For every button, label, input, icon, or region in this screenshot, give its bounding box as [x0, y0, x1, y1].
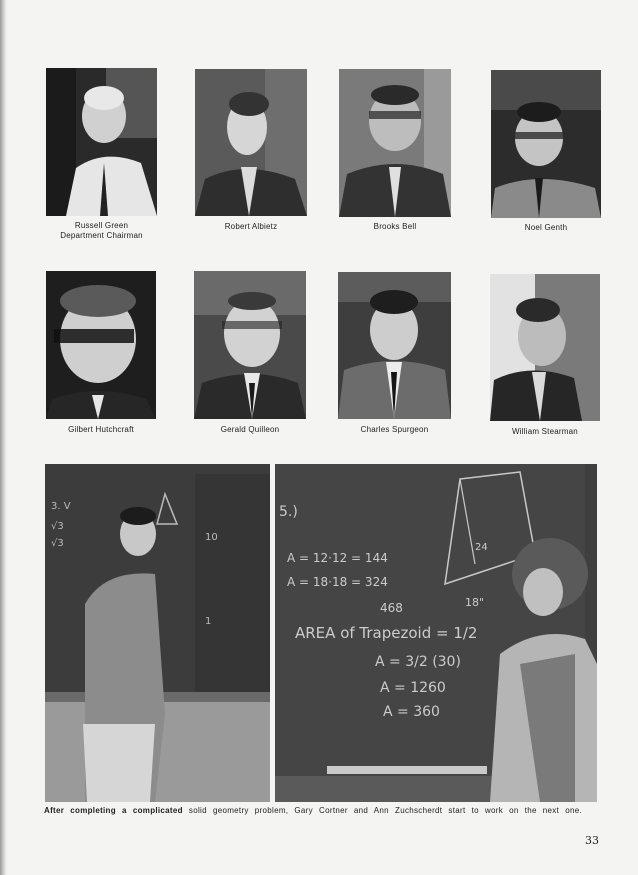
chalkboard-student-icon: [45, 464, 270, 802]
portrait-photo-1: [46, 68, 157, 216]
portrait-caption-6: [194, 425, 306, 435]
portrait-photo-icon: [490, 274, 600, 421]
portrait-photo-icon: [46, 68, 157, 216]
caption-body-text: solid geometry problem, Gary Cortner and Ann Zuchscherdt start to work on the next one.: [188, 806, 582, 815]
portrait-name: Gerald Quilleon: [220, 425, 280, 434]
portrait-photo-4: [491, 70, 601, 218]
board-text-line: 5.): [279, 504, 298, 520]
page-number: 33: [585, 834, 599, 847]
portrait-photo-7: [338, 272, 451, 419]
portrait-name: William Stearman: [512, 427, 578, 436]
portrait-photo-6: [194, 271, 306, 419]
board-text-line: √3: [51, 521, 64, 532]
portrait-caption-4: [491, 223, 601, 233]
board-text-line: AREA of Trapezoid = 1/2: [295, 624, 478, 642]
board-text-line: A = 360: [383, 704, 440, 720]
portrait-name: Brooks Bell: [373, 222, 417, 231]
board-text-line: A = 1260: [380, 680, 446, 696]
chalkboard-geometry-icon: [275, 464, 597, 802]
board-text-line: A = 12·12 = 144: [287, 551, 388, 565]
board-text-line: 24: [475, 542, 488, 553]
portrait-photo-icon: [338, 272, 451, 419]
classroom-caption: [44, 806, 582, 815]
caption-bold-text: After completing a complicated: [44, 806, 183, 815]
portrait-photo-icon: [46, 271, 156, 419]
portrait-name: Robert Albietz: [224, 222, 278, 231]
board-text-line: 1: [205, 616, 212, 627]
portrait-caption-1: [46, 221, 157, 241]
board-text-line: 468: [380, 601, 403, 615]
portrait-name: Russell Green: [74, 221, 129, 230]
portrait-photo-5: [46, 271, 156, 419]
portrait-caption-5: [46, 425, 156, 435]
portrait-photo-icon: [195, 69, 307, 216]
portrait-name: Gilbert Hutchcraft: [68, 425, 134, 434]
portrait-caption-2: [195, 222, 307, 232]
portrait-caption-8: [490, 427, 600, 437]
portrait-photo-3: [339, 69, 451, 217]
portrait-photo-8: [490, 274, 600, 421]
classroom-photo-left: [45, 464, 270, 802]
portrait-photo-icon: [491, 70, 601, 218]
classroom-photo-right: [275, 464, 597, 802]
board-text-line: 18": [465, 596, 485, 609]
portrait-title: Department Chairman: [60, 231, 143, 240]
board-text-line: √3: [51, 538, 64, 549]
portrait-photo-icon: [339, 69, 451, 217]
portrait-name: Noel Genth: [524, 223, 568, 232]
board-text-line: 3. V: [51, 501, 71, 512]
portrait-caption-7: [338, 425, 451, 435]
portrait-name: Charles Spurgeon: [360, 425, 429, 434]
board-text-line: A = 18·18 = 324: [287, 575, 388, 589]
portrait-photo-icon: [194, 271, 306, 419]
portrait-photo-2: [195, 69, 307, 216]
board-text-line: 10: [205, 532, 218, 543]
board-text-line: A = 3/2 (30): [375, 654, 461, 670]
page-binding-edge: [0, 0, 7, 875]
portrait-caption-3: [339, 222, 451, 232]
